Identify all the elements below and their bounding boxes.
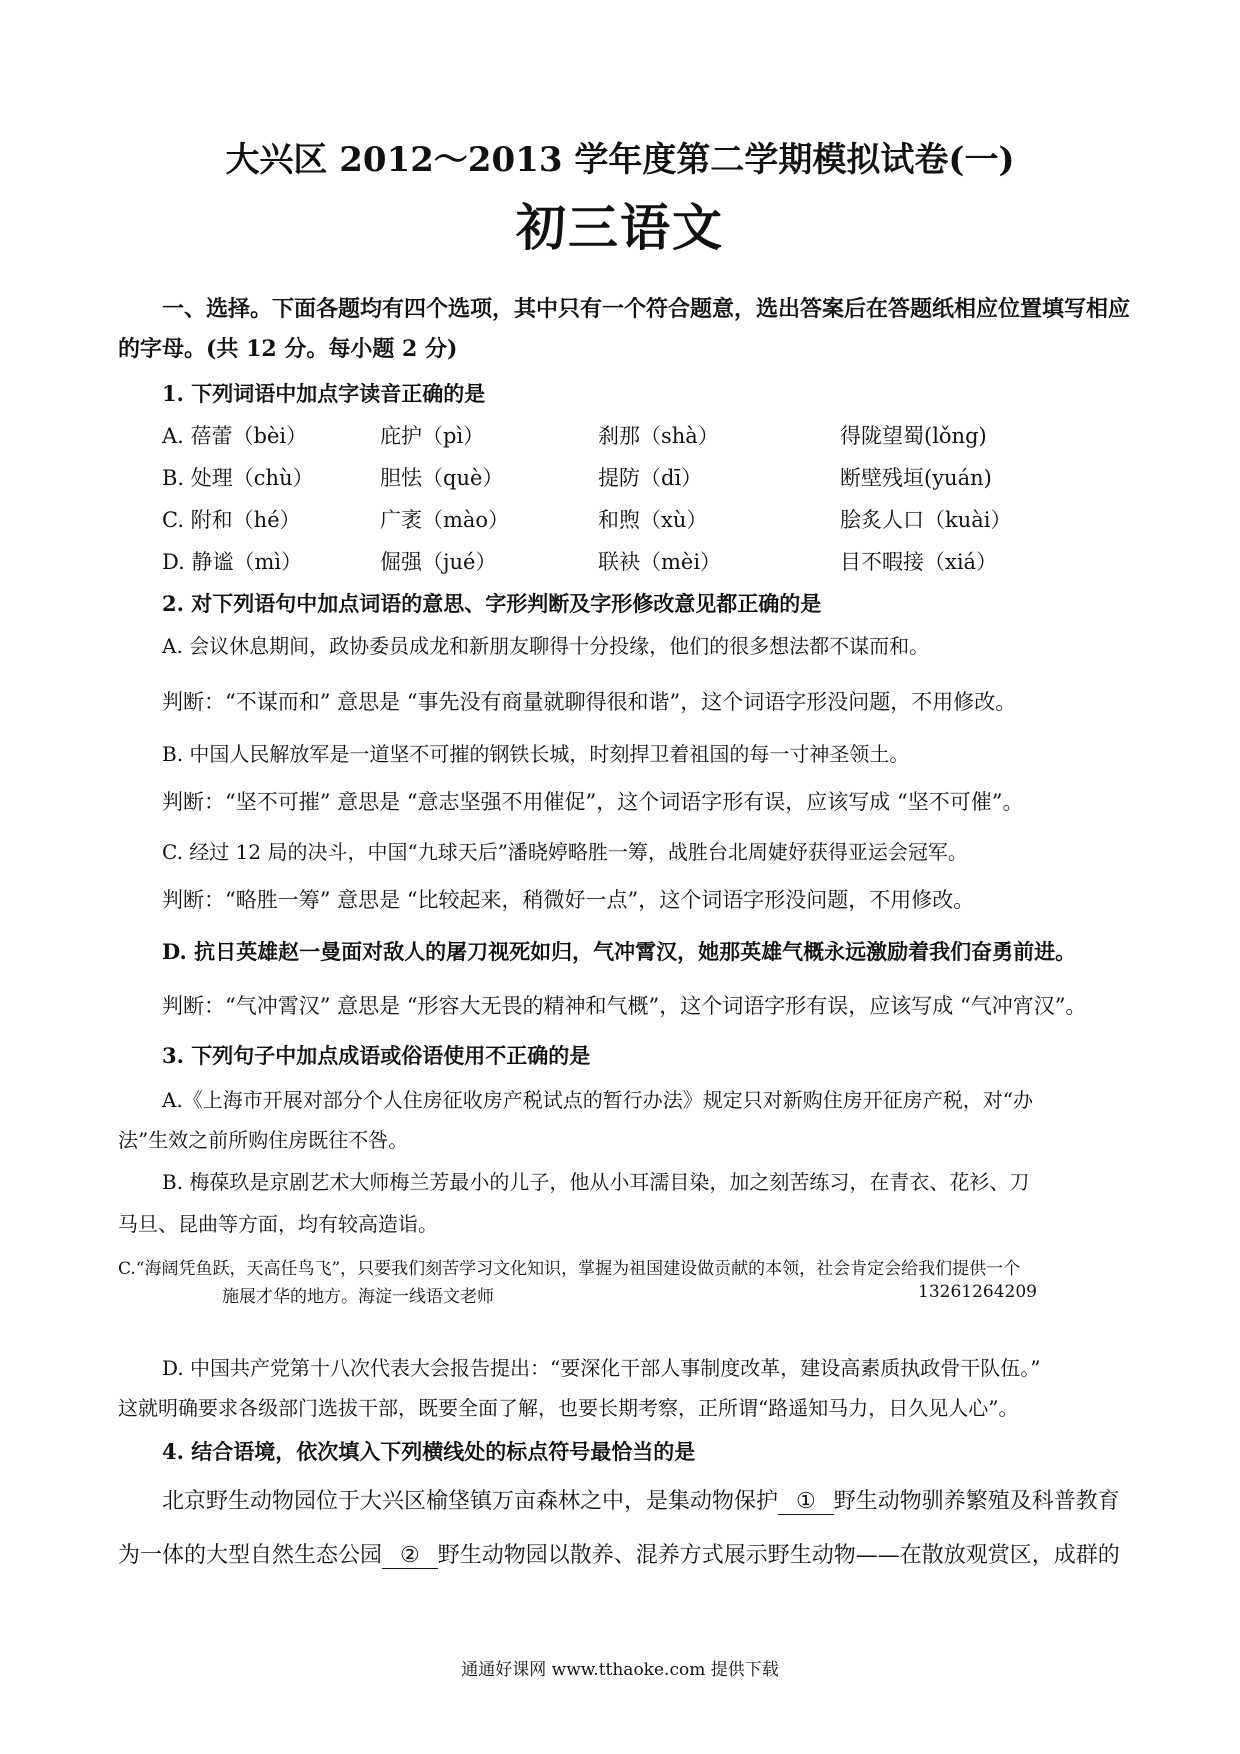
q1-option-d-2: 倔强（jué） <box>380 550 497 574</box>
question-4-stem: 4. 结合语境，依次填入下列横线处的标点符号最恰当的是 <box>162 1439 696 1464</box>
q3-option-a-line2: 法”生效之前所购住房既往不咎。 <box>118 1128 409 1152</box>
exam-title: 大兴区 2012～2013 学年度第二学期模拟试卷(一) <box>225 140 1015 180</box>
blank-2: ② <box>382 1543 438 1569</box>
q3-option-a-line1: A.《上海市开展对部分个人住房征收房产税试点的暂行办法》规定只对新购住房开征房产税，对“办 <box>162 1088 1034 1112</box>
q3-teacher-phone: 13261264209 <box>918 1282 1037 1302</box>
q3-option-d-line2: 这就明确要求各级部门选拔干部，既要全面了解，也要长期考察，正所谓“路遥知马力，日久见人心”。 <box>118 1396 1019 1420</box>
section-intro-line1: 一、选择。下面各题均有四个选项，其中只有一个符合题意，选出答案后在答题纸相应位置填写相应 <box>162 296 1131 322</box>
q4-passage-text: 野生动物园以散养、混养方式展示野生动物——在散放观赏区，成群的 <box>437 1543 1120 1568</box>
q2-option-a: A. 会议休息期间，政协委员成龙和新朋友聊得十分投缘，他们的很多想法都不谋而和。 <box>162 634 930 658</box>
q1-option-d-4: 目不暇接（xiá） <box>840 550 998 574</box>
q1-option-c-4: 脍炙人口（kuài） <box>840 508 1012 532</box>
q4-passage-line1 <box>118 1484 1172 1515</box>
q2-option-a-judgement: 判断：“不谋而和” 意思是 “事先没有商量就聊得很和谐”，这个词语字形没问题，不用修改。 <box>162 690 1017 714</box>
q1-option-a-3: 刹那（shà） <box>598 424 719 448</box>
q1-option-c-1: C. 附和（hé） <box>162 508 301 532</box>
q2-option-b-judgement: 判断：“坚不可摧” 意思是 “意志坚强不用催促”，这个词语字形有误，应该写成 “坚不可催”。 <box>162 790 1024 814</box>
footer-source: 通通好课网 www.tthaoke.com 提供下载 <box>461 1660 779 1680</box>
q3-option-d-line1: D. 中国共产党第十八次代表大会报告提出：“要深化干部人事制度改革，建设高素质执政骨干队伍。” <box>162 1356 1041 1380</box>
q3-option-b-line2: 马旦、昆曲等方面，均有较高造诣。 <box>118 1212 438 1236</box>
q1-option-a-2: 庇护（pì） <box>380 424 485 448</box>
exam-subject: 初三语文 <box>516 198 724 257</box>
q2-option-d: D. 抗日英雄赵一曼面对敌人的屠刀视死如归，气冲霄汉，她那英雄气概永远激励着我们奋勇前进。 <box>162 939 1077 964</box>
section-intro-line2: 的字母。(共 12 分。每小题 2 分) <box>118 336 458 362</box>
q1-option-d-1: D. 静谧（mì） <box>162 550 303 574</box>
q1-option-d-3: 联袂（mèi） <box>598 550 722 574</box>
q2-option-d-judgement: 判断：“气冲霄汉” 意思是 “形容大无畏的精神和气概”，这个词语字形有误，应该写成 “气冲宵汉”。 <box>162 994 1087 1018</box>
blank-1: ① <box>778 1489 834 1515</box>
question-2-stem: 2. 对下列语句中加点词语的意思、字形判断及字形修改意见都正确的是 <box>162 591 822 616</box>
q1-option-b-1: B. 处理（chù） <box>162 466 314 490</box>
q1-option-c-2: 广袤（mào） <box>380 508 510 532</box>
q1-option-b-3: 提防（dī） <box>598 466 703 490</box>
q3-option-c-line1: C.“海阔凭鱼跃，天高任鸟飞”，只要我们刻苦学习文化知识，掌握为祖国建设做贡献的本领，社会肯定会给我们提供一个 <box>118 1259 1021 1279</box>
q1-option-a-4: 得陇望蜀(lǒng) <box>840 424 987 448</box>
question-3-stem: 3. 下列句子中加点成语或俗语使用不正确的是 <box>162 1043 591 1068</box>
q2-option-c: C. 经过 12 局的决斗，中国“九球天后”潘晓婷略胜一筹，战胜台北周婕妤获得亚运会冠军。 <box>162 840 968 864</box>
q1-option-c-3: 和煦（xù） <box>598 508 708 532</box>
q1-option-a-1: A. 蓓蕾（bèi） <box>162 424 308 448</box>
q2-option-c-judgement: 判断：“略胜一筹” 意思是 “比较起来，稍微好一点”，这个词语字形没问题，不用修改。 <box>162 888 975 912</box>
q4-passage-text: 为一体的大型自然生态公园 <box>118 1543 383 1568</box>
question-1-stem: 1. 下列词语中加点字读音正确的是 <box>162 381 486 406</box>
q1-option-b-4: 断壁残垣(yuán) <box>840 466 992 490</box>
q4-passage-text: 野生动物驯养繁殖及科普教育 <box>833 1489 1120 1514</box>
q2-option-b: B. 中国人民解放军是一道坚不可摧的钢铁长城，时刻捍卫着祖国的每一寸神圣领土。 <box>162 742 910 766</box>
q1-option-b-2: 胆怯（què） <box>380 466 504 490</box>
q3-option-c-line2: 施展才华的地方。海淀一线语文老师 <box>222 1287 494 1307</box>
q4-passage-text: 北京野生动物园位于大兴区榆垡镇万亩森林之中，是集动物保护 <box>162 1489 779 1514</box>
q4-passage-line2 <box>118 1538 1128 1569</box>
q3-option-b-line1: B. 梅葆玖是京剧艺术大师梅兰芳最小的儿子，他从小耳濡目染，加之刻苦练习，在青衣、花衫、刀 <box>162 1170 1030 1194</box>
